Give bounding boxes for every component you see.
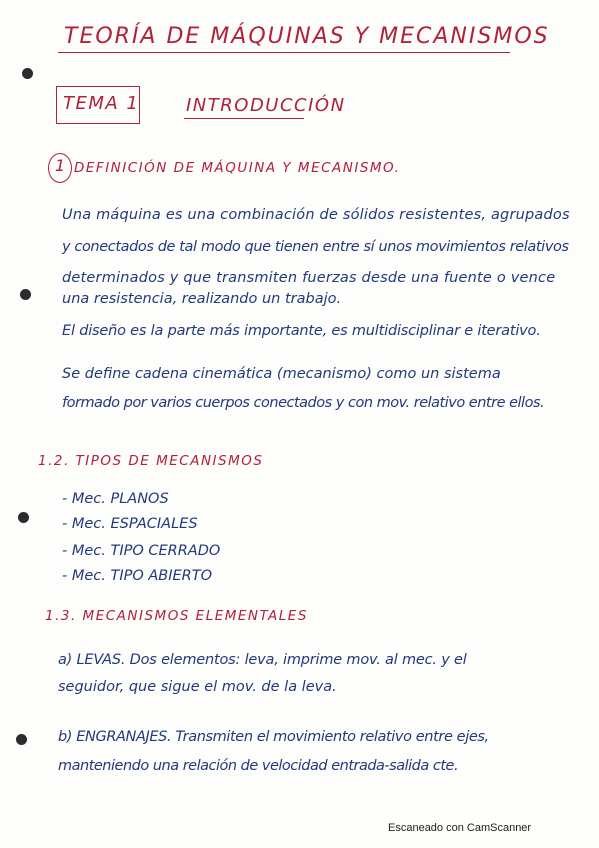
body-line-6: Se define cadena cinemática (mecanismo) como un sistema	[62, 366, 501, 382]
section1-heading: DEFINICIÓN DE MÁQUINA Y MECANISMO.	[74, 160, 401, 176]
body-line-1: Una máquina es una combinación de sólidos resistentes, agrupados	[62, 207, 570, 223]
section3-heading: 1.3. MECANISMOS ELEMENTALES	[45, 608, 308, 624]
engranajes-line-1: b) ENGRANAJES. Transmiten el movimiento relativo entre ejes,	[58, 729, 489, 745]
mechanism-type-item: - Mec. PLANOS	[62, 491, 169, 507]
mechanism-type-item: - Mec. TIPO CERRADO	[62, 543, 221, 559]
tema-title: INTRODUCCIÓN	[186, 95, 346, 116]
binder-hole	[16, 734, 27, 745]
mechanism-type-item: - Mec. ESPACIALES	[62, 516, 198, 532]
tema-title-underline	[184, 118, 304, 119]
document-title: TEORÍA DE MÁQUINAS Y MECANISMOS	[64, 24, 550, 49]
binder-hole	[20, 289, 31, 300]
engranajes-line-2: manteniendo una relación de velocidad entrada-salida cte.	[58, 758, 459, 774]
body-line-2: y conectados de tal modo que tienen entre sí unos movimientos relativos	[62, 239, 569, 255]
levas-line-2: seguidor, que sigue el mov. de la leva.	[58, 679, 337, 695]
tema-label: TEMA 1	[63, 93, 140, 114]
section2-heading: 1.2. TIPOS DE MECANISMOS	[38, 453, 264, 469]
scanner-watermark: Escaneado con CamScanner	[388, 822, 532, 834]
levas-line-1: a) LEVAS. Dos elementos: leva, imprime mov. al mec. y el	[58, 652, 467, 668]
mechanism-type-item: - Mec. TIPO ABIERTO	[62, 568, 213, 584]
section1-number: 1	[55, 156, 67, 175]
body-line-3: determinados y que transmiten fuerzas desde una fuente o vence	[62, 270, 556, 286]
body-line-4: una resistencia, realizando un trabajo.	[62, 291, 342, 307]
binder-hole	[18, 512, 29, 523]
body-line-7: formado por varios cuerpos conectados y con mov. relativo entre ellos.	[62, 395, 545, 411]
title-underline	[58, 52, 510, 53]
binder-hole	[22, 68, 33, 79]
body-line-5: El diseño es la parte más importante, es multidisciplinar e iterativo.	[62, 323, 541, 339]
